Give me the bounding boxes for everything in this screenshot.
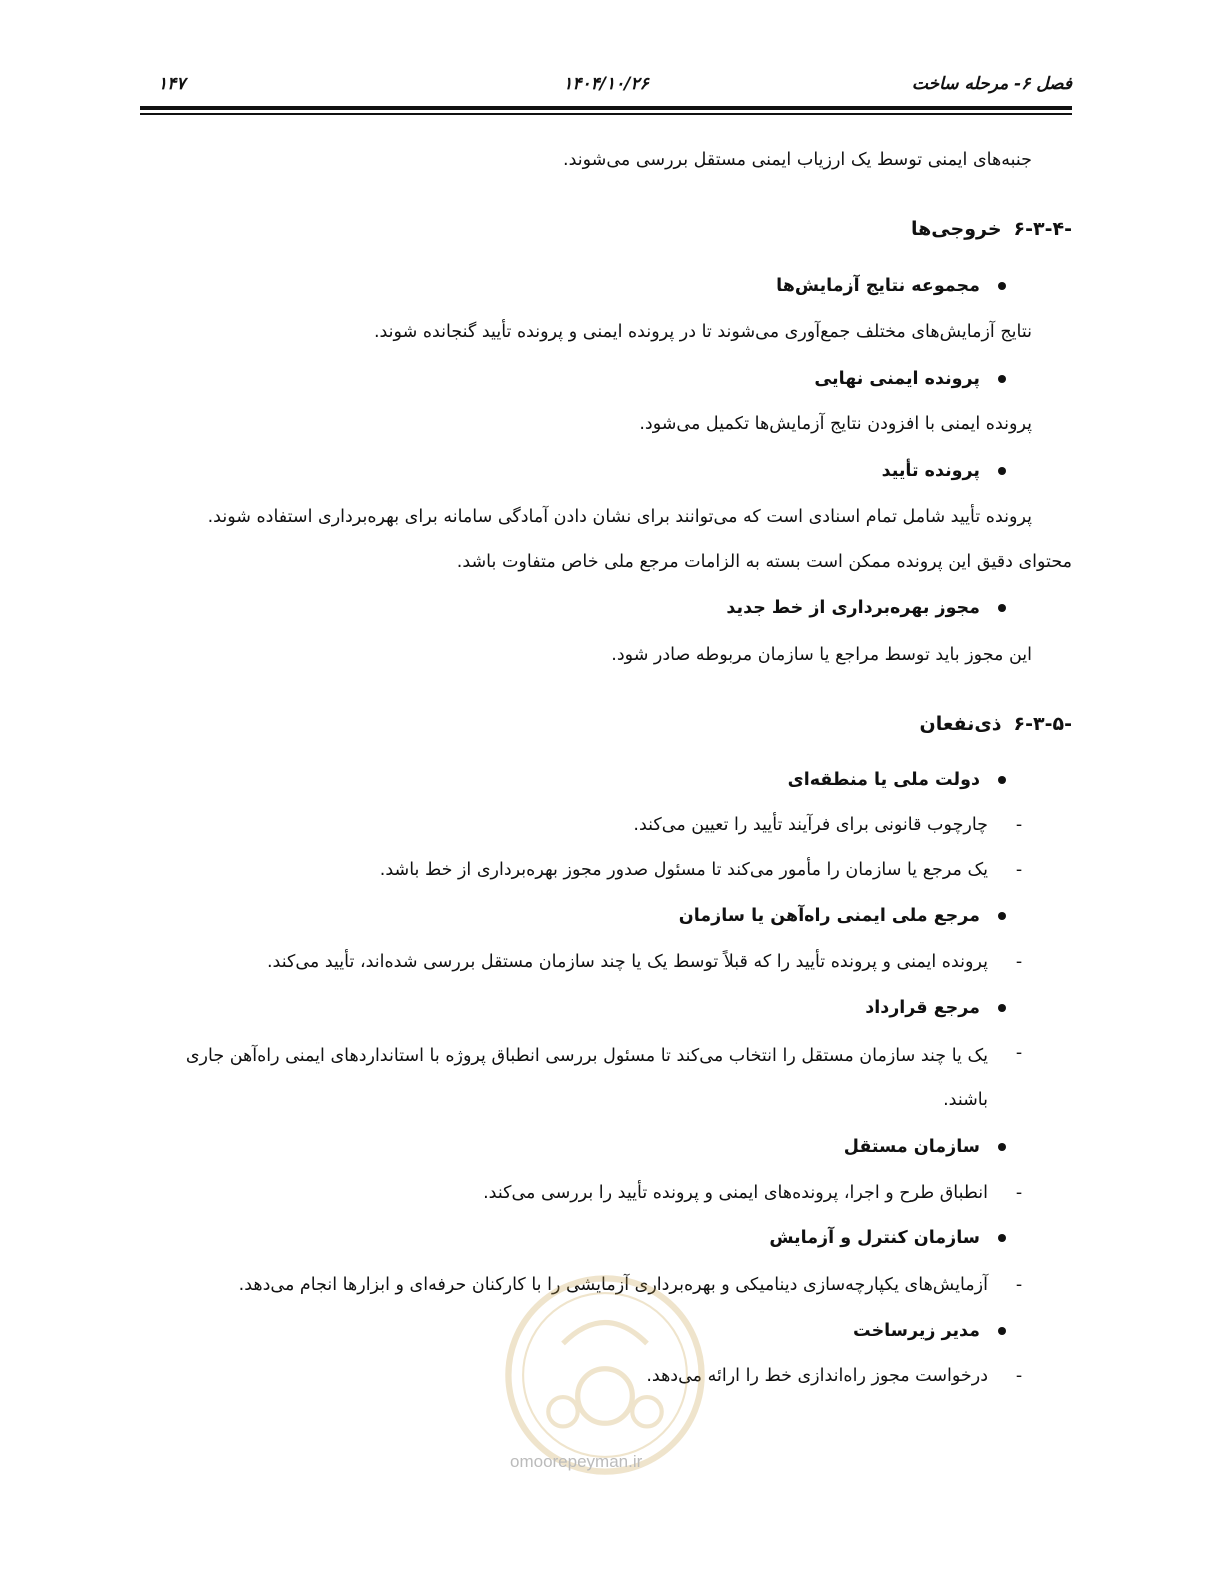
bullet-icon (998, 776, 1006, 784)
bullet-icon (998, 1234, 1006, 1242)
bullet-icon (998, 1004, 1006, 1012)
section-number: ۶-۳-۴- (1013, 218, 1072, 240)
list-item: دولت ملی یا منطقه‌ای (788, 770, 1006, 790)
header-date: ۱۴۰۴/۱۰/۲۶ (563, 74, 649, 94)
dash-item: -پرونده ایمنی و پرونده تأیید را که قبلاً توسط یک یا چند سازمان مستقل بررسی شده‌اند، تأیید می‌کند. (267, 952, 1032, 972)
dash-item: -چارچوب قانونی برای فرآیند تأیید را تعیین می‌کند. (633, 815, 1032, 835)
list-item: سازمان مستقل (844, 1137, 1006, 1157)
dash-item: -یک مرجع یا سازمان را مأمور می‌کند تا مسئول صدور مجوز بهره‌برداری از خط باشد. (380, 860, 1032, 880)
list-item: سازمان کنترل و آزمایش (769, 1228, 1006, 1248)
watermark-text: omoorepeyman.ir (510, 1452, 643, 1471)
dash-icon: - (1015, 815, 1023, 835)
dash-icon: - (1015, 952, 1023, 972)
list-item: مجموعه نتایج آزمایش‌ها (776, 276, 1006, 296)
bullet-icon (998, 1327, 1006, 1335)
paragraph: نتایج آزمایش‌های مختلف جمع‌آوری می‌شوند تا در پرونده ایمنی و پرونده تأیید گنجانده شوند. (373, 322, 1032, 342)
page-header (140, 74, 1072, 104)
intro-paragraph: جنبه‌های ایمنی توسط یک ارزیاب ایمنی مستقل بررسی می‌شوند. (563, 150, 1032, 170)
bullet-icon (998, 604, 1006, 612)
list-item: پرونده ایمنی نهایی (814, 369, 1006, 389)
list-item: پرونده تأیید (882, 461, 1006, 481)
dash-item-text: یک یا چند سازمان مستقل را انتخاب می‌کند تا مسئول بررسی انطباق پروژه با استانداردهای ایمنی راه‌آهن جاری باشند. (185, 1046, 988, 1110)
page-number: ۱۴۷ (158, 74, 186, 94)
section-number: ۶-۳-۵- (1013, 713, 1072, 735)
dash-icon: - (1015, 1366, 1023, 1386)
dash-item: -درخواست مجوز راه‌اندازی خط را ارائه می‌دهد. (646, 1366, 1032, 1386)
paragraph: پرونده تأیید شامل تمام اسنادی است که می‌توانند برای نشان دادن آمادگی سامانه برای بهره‌برداری استفاده شوند. (207, 507, 1032, 527)
section-title: ذی‌نفعان (919, 713, 1002, 735)
list-item: مدیر زیرساخت (853, 1321, 1006, 1341)
dash-icon: - (1015, 860, 1023, 880)
list-item: مرجع قرارداد (865, 998, 1006, 1018)
paragraph: پرونده ایمنی با افزودن نتایج آزمایش‌ها تکمیل می‌شود. (639, 414, 1032, 434)
bullet-icon (998, 1143, 1006, 1151)
bullet-icon (998, 375, 1006, 383)
paragraph: این مجوز باید توسط مراجع یا سازمان مربوطه صادر شود. (611, 645, 1032, 665)
watermark-seal-icon (500, 1270, 710, 1480)
dash-icon: - (1015, 1183, 1023, 1203)
header-rule-thin (140, 113, 1072, 115)
dash-item: -آزمایش‌های یکپارچه‌سازی دینامیکی و بهره‌برداری آزمایشی را با کارکنان حرفه‌ای و ابزارها انجام می‌دهد. (239, 1275, 1032, 1295)
bullet-icon (998, 912, 1006, 920)
section-heading-stakeholders (919, 713, 1072, 735)
section-heading-outputs (911, 218, 1072, 240)
dash-icon: - (1015, 1043, 1023, 1063)
dash-icon: - (1015, 1275, 1023, 1295)
dash-icon-row (988, 1043, 1032, 1063)
list-item: مرجع ملی ایمنی راه‌آهن یا سازمان (679, 906, 1006, 926)
dash-item: -انطباق طرح و اجرا، پرونده‌های ایمنی و پرونده تأیید را بررسی می‌کند. (483, 1183, 1032, 1203)
header-rule-thick (140, 106, 1072, 110)
section-title: خروجی‌ها (911, 218, 1002, 240)
paragraph: محتوای دقیق این پرونده ممکن است بسته به الزامات مرجع ملی خاص متفاوت باشد. (456, 552, 1072, 572)
bullet-icon (998, 467, 1006, 475)
chapter-title: فصل ۶- مرحله ساخت (911, 74, 1072, 94)
bullet-icon (998, 282, 1006, 290)
list-item: مجوز بهره‌برداری از خط جدید (726, 598, 1006, 618)
